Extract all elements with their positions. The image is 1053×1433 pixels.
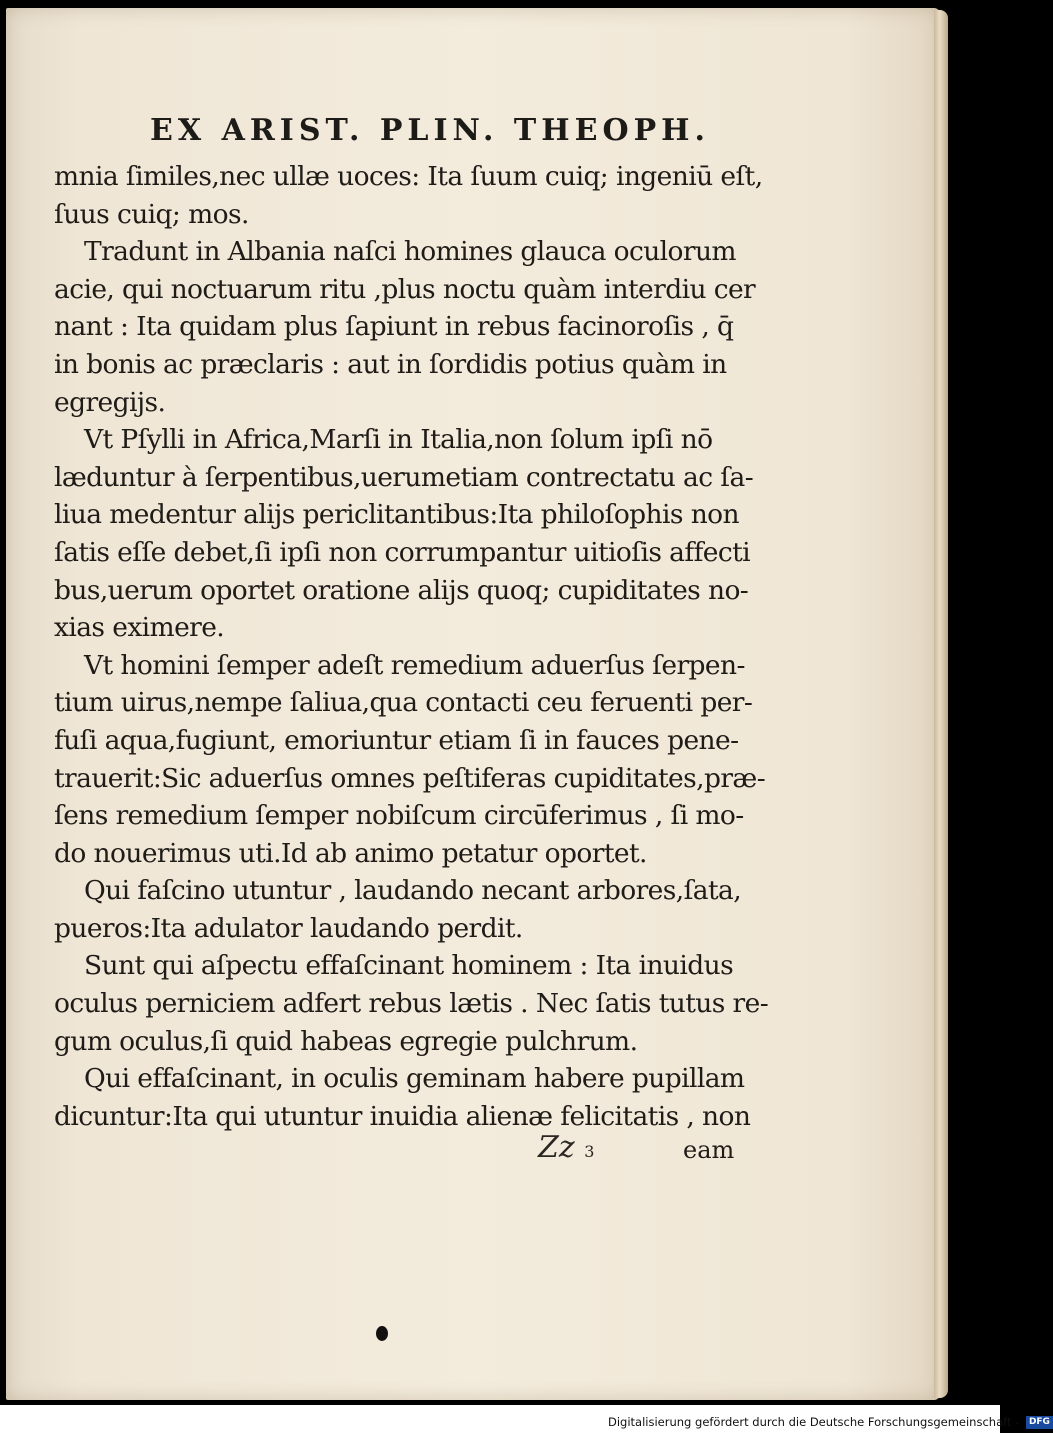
text-line: Vt Pſylli in Africa,Marſi in Italia,non ſolum ipſi nō xyxy=(84,424,713,456)
text-line: ſatis eſſe debet,ſi ipſi non corrumpantur uitioſis affecti xyxy=(54,536,751,568)
text-line: in bonis ac præclaris : aut in ſordidis potius quàm in xyxy=(54,348,727,380)
page-edge xyxy=(934,10,948,1398)
text-line: mnia ſimiles,nec ullæ uoces: Ita ſuum cuiq; ingeniū eſt, xyxy=(54,161,763,192)
text-line: egregijs. xyxy=(54,386,166,418)
text-line: Tradunt in Albania naſci homines glauca oculorum xyxy=(84,236,736,268)
running-header: EX ARIST. PLIN. THEOPH. xyxy=(150,113,710,148)
text-line: Qui faſcino utuntur , laudando necant arbores,ſata, xyxy=(84,875,742,907)
credit-text: Digitalisierung gefördert durch die Deutsche Forschungsgemeinschaft - xyxy=(608,1415,1020,1429)
text-line: nant : Ita quidam plus ſapiunt in rebus facinoroſis , q̄ xyxy=(54,311,734,343)
funding-credit xyxy=(608,1411,1050,1433)
text-line: acie, qui noctuarum ritu ,plus noctu quàm interdiu cer xyxy=(54,273,756,305)
text-line: pueros:Ita adulator laudando perdit. xyxy=(54,912,523,944)
text-line: Vt homini ſemper adeſt remedium aduerſus ſerpen- xyxy=(84,649,745,681)
text-line: oculus perniciem adfert rebus lætis . Nec ſatis tutus re- xyxy=(54,988,769,1020)
text-line: gum oculus,ſi quid habeas egregie pulchrum. xyxy=(54,1025,638,1057)
text-line: bus,uerum oportet oratione alijs quoq; cupiditates no- xyxy=(54,574,749,606)
signature-letters: Zz xyxy=(538,1130,575,1165)
text-line: liua medentur alijs periclitantibus:Ita philoſophis non xyxy=(54,499,739,531)
signature-mark xyxy=(538,1130,594,1165)
text-line: ſens remedium ſemper nobiſcum circūferimus , ſi mo- xyxy=(54,800,744,832)
text-line: læduntur à ſerpentibus,uerumetiam contrectatu ac ſa- xyxy=(54,461,754,493)
ink-dot xyxy=(376,1326,388,1341)
signature-number: 3 xyxy=(584,1142,595,1161)
text-line: do nouerimus uti.Id ab animo petatur oportet. xyxy=(54,837,647,869)
text-line: fuſi aqua,fugiunt, emoriuntur etiam ſi in fauces pene- xyxy=(54,724,739,756)
text-line: xias eximere. xyxy=(54,612,225,644)
text-line: Sunt qui aſpectu effaſcinant hominem : Ita inuidus xyxy=(84,950,734,982)
dfg-logo: DFG xyxy=(1026,1416,1053,1429)
text-line: trauerit:Sic aduerſus omnes peſtiferas cupiditates,præ- xyxy=(54,762,766,794)
text-line: ſuus cuiq; mos. xyxy=(54,198,249,230)
text-line: tium uirus,nempe ſaliua,qua contacti ceu feruenti per- xyxy=(54,687,753,719)
page-text xyxy=(54,158,769,1135)
text-line: Qui effaſcinant, in oculis geminam habere pupillam xyxy=(84,1063,745,1095)
catchword: eam xyxy=(683,1136,735,1164)
text-line: dicuntur:Ita qui utuntur inuidia alienæ felicitatis , non xyxy=(54,1100,751,1132)
